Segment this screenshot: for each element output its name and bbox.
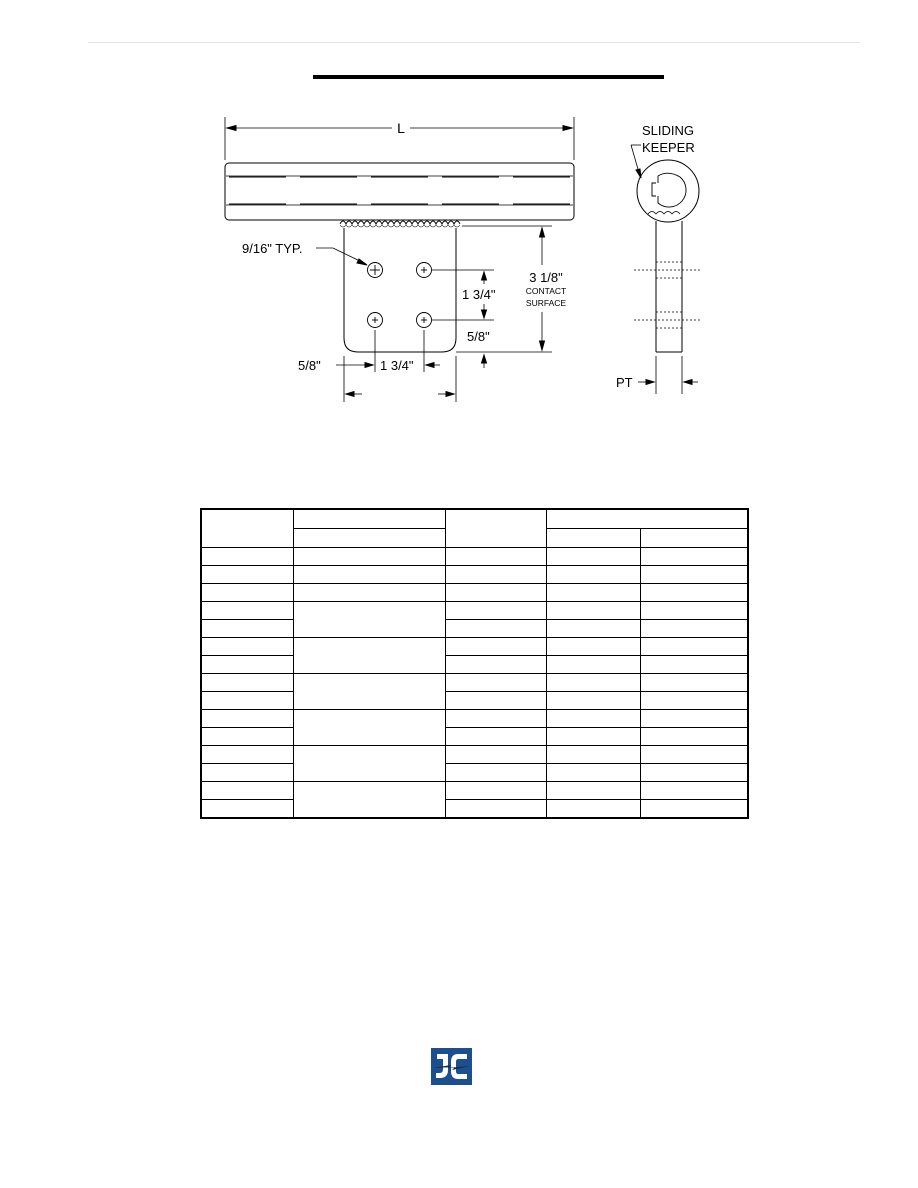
- contact-surface-label-line2: SURFACE: [525, 298, 567, 308]
- table-cell: [546, 620, 640, 638]
- table-cell: [546, 584, 640, 602]
- table-cell: [640, 674, 748, 692]
- table-cell: [546, 764, 640, 782]
- keeper-label-line2: KEEPER: [642, 140, 695, 155]
- table-cell: [546, 638, 640, 656]
- table-cell: [293, 548, 445, 566]
- table-header-cell: [546, 509, 748, 529]
- table-cell: [640, 692, 748, 710]
- table-row: [201, 674, 748, 692]
- table-cell: [445, 692, 546, 710]
- length-label: L: [397, 120, 405, 136]
- table-row: [201, 764, 748, 782]
- table-row: [201, 746, 748, 764]
- table-cell: [546, 728, 640, 746]
- table-cell: [445, 674, 546, 692]
- hole-vertical-spacing-label: 1 3/4": [462, 287, 496, 302]
- table-cell: [546, 602, 640, 620]
- table-cell: [201, 728, 293, 746]
- pad-thickness-label: PT: [616, 375, 633, 390]
- table-cell: [640, 764, 748, 782]
- table-cell: [201, 620, 293, 638]
- table-cell: [640, 602, 748, 620]
- table-cell: [546, 692, 640, 710]
- table-cell: [445, 656, 546, 674]
- table-cell: [546, 548, 640, 566]
- table-cell: [445, 566, 546, 584]
- table-header-cell: [293, 529, 445, 548]
- table-row: [201, 566, 748, 584]
- table-cell: [445, 800, 546, 819]
- table-cell: [445, 710, 546, 728]
- contact-height-label: 3 1/8": [529, 270, 563, 285]
- table-cell: [640, 710, 748, 728]
- technical-drawing: [0, 0, 918, 470]
- table-cell: [201, 602, 293, 620]
- table-row: [201, 602, 748, 620]
- edge-vertical-label: 5/8": [467, 329, 490, 344]
- table-row: [201, 620, 748, 638]
- table-cell: [546, 800, 640, 819]
- table-cell: [640, 656, 748, 674]
- table-cell: [640, 638, 748, 656]
- table-row: [201, 584, 748, 602]
- table-cell: [546, 746, 640, 764]
- table-header-cell: [201, 509, 293, 548]
- table-row: [201, 656, 748, 674]
- table-cell: [640, 782, 748, 800]
- table-cell: [640, 800, 748, 819]
- table-cell: [201, 656, 293, 674]
- table-cell: [445, 746, 546, 764]
- table-row: [201, 548, 748, 566]
- table-cell: [201, 674, 293, 692]
- table-cell: [293, 566, 445, 584]
- table-cell: [201, 746, 293, 764]
- table-cell: [445, 728, 546, 746]
- table-cell: [546, 782, 640, 800]
- table-cell: [445, 548, 546, 566]
- table-header-cell: [546, 529, 640, 548]
- table-cell-merged: [293, 638, 445, 674]
- table-cell: [640, 746, 748, 764]
- table-cell: [546, 710, 640, 728]
- table-cell: [201, 764, 293, 782]
- table-cell-merged: [293, 746, 445, 782]
- table-cell: [546, 656, 640, 674]
- spec-table: [200, 508, 749, 819]
- table-header-cell: [293, 509, 445, 529]
- table-cell: [445, 602, 546, 620]
- table-header-cell: [445, 509, 546, 548]
- table-cell: [640, 548, 748, 566]
- table-cell: [640, 566, 748, 584]
- table-cell-merged: [293, 710, 445, 746]
- table-cell: [546, 674, 640, 692]
- table-row: [201, 782, 748, 800]
- contact-surface-label-line1: CONTACT: [525, 286, 567, 296]
- table-row: [201, 728, 748, 746]
- table-row: [201, 692, 748, 710]
- table-cell: [546, 566, 640, 584]
- table-cell: [293, 584, 445, 602]
- table-cell: [201, 548, 293, 566]
- edge-horizontal-label: 5/8": [298, 358, 321, 373]
- table-header-row: [201, 509, 748, 529]
- table-header-cell: [640, 529, 748, 548]
- table-cell-merged: [293, 602, 445, 638]
- table-row: [201, 800, 748, 819]
- hole-size-label: 9/16" TYP.: [242, 241, 303, 256]
- table-cell: [445, 782, 546, 800]
- hole-horizontal-spacing-label: 1 3/4": [380, 358, 414, 373]
- table-cell-merged: [293, 674, 445, 710]
- table-cell: [201, 692, 293, 710]
- table-cell: [201, 710, 293, 728]
- table-cell-merged: [293, 782, 445, 819]
- table-cell: [201, 800, 293, 819]
- table-cell: [640, 620, 748, 638]
- table-cell: [640, 584, 748, 602]
- table-cell: [445, 620, 546, 638]
- table-row: [201, 710, 748, 728]
- table-cell: [445, 638, 546, 656]
- table-cell: [445, 764, 546, 782]
- keeper-label-line1: SLIDING: [642, 123, 695, 138]
- table-row: [201, 638, 748, 656]
- table-cell: [640, 728, 748, 746]
- table-cell: [201, 782, 293, 800]
- company-logo-icon: [431, 1048, 472, 1085]
- table-cell: [201, 638, 293, 656]
- table-cell: [201, 584, 293, 602]
- table-cell: [445, 584, 546, 602]
- table-cell: [201, 566, 293, 584]
